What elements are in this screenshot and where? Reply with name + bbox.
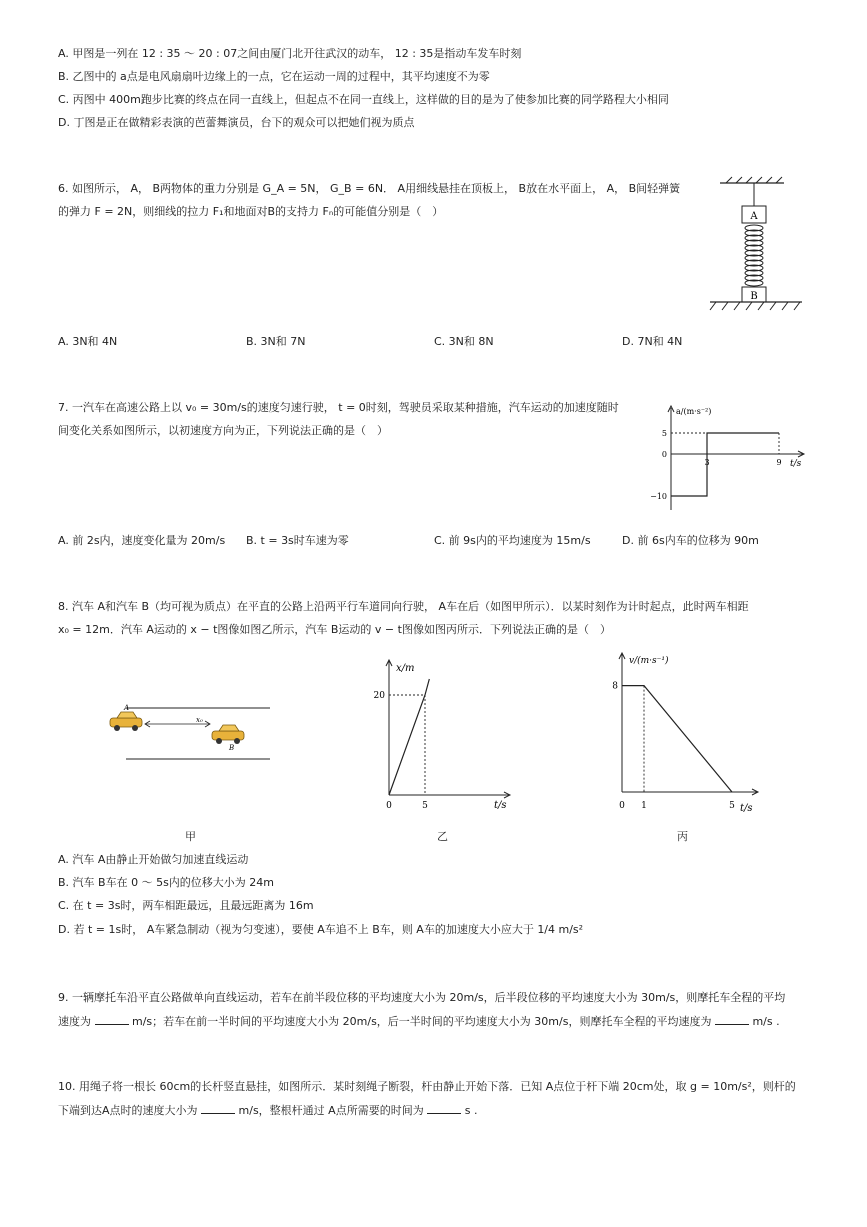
q6-stem-line2: 的弹力 F = 2N，则细线的拉力 F₁和地面对B的支持力 Fₙ的可能值分别是（ ） [58,205,444,218]
q7-option-d[interactable]: D. 前 6s内车的位移为 90m [622,534,759,547]
q7-option-c[interactable]: C. 前 9s内的平均速度为 15m/s [434,534,591,547]
q8c-y-tick-0: 8 [612,681,618,692]
car-a-label: A [124,704,130,712]
q8-fig-label-yi: 乙 [437,830,448,843]
q7-stem-line2: 间变化关系如图所示，以初速度方向为正，下列说法正确的是（ ） [58,424,388,437]
car-b-icon [212,725,244,744]
q8-option-b[interactable]: B. 汽车 B车在 0 ～ 5s内的位移大小为 24m [58,876,275,889]
q8-option-a[interactable]: A. 汽车 A由静止开始做匀加速直线运动 [58,853,249,866]
q8b-x-tick-1: 5 [422,801,428,811]
q9-stem-line2 [58,1013,780,1030]
q5-option-d: D. 丁图是正在做精彩表演的芭蕾舞演员，台下的观众可以把她们视为质点 [58,116,415,129]
q7-series-line [671,433,782,496]
q9-blank-1[interactable] [95,1013,129,1025]
q8-option-c[interactable]: C. 在 t = 3s时，两车相距最远，且最远距离为 16m [58,899,314,912]
q6-option-d[interactable]: D. 7N和 4N [622,335,683,348]
q8b-y-label: x/m [396,663,415,674]
q10-text-c: s . [464,1104,478,1117]
q9-text-b: m/s；若车在前一半时间的平均速度大小为 20m/s，后一半时间的平均速度大小为 30m/s，则摩托车全程的平均速度为 [132,1015,712,1028]
q7-acceleration-time-graph [646,400,816,515]
q8b-series-line [389,679,429,795]
q8b-x-label: t/s [494,800,507,811]
q5-option-b: B. 乙图中的 a点是电风扇扇叶边缘上的一点，它在运动一周的过程中，其平均速度不为零 [58,70,490,83]
q10-text-b: m/s，整根杆通过 A点所需要的时间为 [238,1104,424,1117]
q9-text-a: 速度为 [58,1015,91,1028]
q7-option-a[interactable]: A. 前 2s内，速度变化量为 20m/s [58,534,226,547]
q6-option-b[interactable]: B. 3N和 7N [246,335,306,348]
q9-blank-2[interactable] [715,1013,749,1025]
q6-option-c[interactable]: C. 3N和 8N [434,335,494,348]
q8-fig-label-bing: 丙 [677,830,688,843]
q7-y-tick-1: 0 [661,450,667,459]
q7-y-label: a/(m·s⁻²) [676,407,712,416]
q8-stem-line2: x₀ = 12m．汽车 A运动的 x − t图像如图乙所示，汽车 B运动的 v − t图像如图丙所示．下列说法正确的是（ ） [58,623,611,636]
q6-block-a-label: A [750,211,758,222]
q8b-x-tick-0: 0 [386,801,392,811]
q8c-series-line [622,686,732,792]
car-a-icon [110,712,142,731]
q10-text-a: 下端到达A点时的速度大小为 [58,1104,198,1117]
q8c-x-label: t/s [740,803,753,814]
q8c-y-label: v/(m·s⁻¹) [629,656,669,666]
q7-x-tick-0: 3 [704,458,710,467]
q9-stem-line1: 9. 一辆摩托车沿平直公路做单向直线运动，若车在前半段位移的平均速度大小为 20m/s，后半段位移的平均速度大小为 30m/s，则摩托车全程的平均 [58,991,786,1004]
q5-option-a: A. 甲图是一列在 12 : 35 ～ 20 : 07之间由厦门北开往武汉的动车， 12 : 35是指动车发车时刻 [58,47,522,60]
q8-fig-label-jia: 甲 [185,830,196,843]
q10-stem-line2 [58,1102,477,1119]
q10-blank-2[interactable] [427,1102,461,1114]
q8-figure-jia [100,696,280,766]
q6-stem-line1: 6. 如图所示， A， B两物体的重力分别是 G_A = 5N， G_B = 6N． A用细线悬挂在顶板上， B放在水平面上， A， B间轻弹簧 [58,182,681,195]
q6-spring-figure [706,176,806,316]
q8b-y-tick-0: 20 [373,691,385,701]
q9-text-c: m/s . [752,1015,780,1028]
q7-y-tick-0: 5 [661,429,667,438]
q6-block-b-label: B [750,291,758,302]
q10-blank-1[interactable] [201,1102,235,1114]
q7-option-b[interactable]: B. t = 3s时车速为零 [246,534,349,547]
q8-v-t-graph [598,648,768,818]
q7-stem-line1: 7. 一汽车在高速公路上以 v₀ = 30m/s的速度匀速行驶， t = 0时刻，驾驶员采取某种措施，汽车运动的加速度随时 [58,401,619,414]
q7-x-label: t/s [790,459,802,469]
q8-option-d[interactable]: D. 若 t = 1s时， A车紧急制动（视为匀变速），要使 A车追不上 B车，则 A车的加速度大小应大于 1/4 m/s² [58,923,584,936]
q8c-x-tick-0: 0 [619,801,625,811]
q8c-x-tick-2: 5 [729,801,735,811]
q5-option-c: C. 丙图中 400m跑步比赛的终点在同一直线上，但起点不在同一直线上，这样做的目的是为了使参加比赛的同学路程大小相同 [58,93,669,106]
q8-x-t-graph [360,655,520,815]
q7-y-tick-2: −10 [650,492,667,501]
car-b-label: B [229,744,235,752]
q10-stem-line1: 10. 用绳子将一根长 60cm的长杆竖直悬挂，如图所示．某时刻绳子断裂，杆由静止开始下落．已知 A点位于杆下端 20cm处，取 g = 10m/s²，则杆的 [58,1080,796,1093]
q7-x-tick-1: 9 [776,458,782,467]
q8c-x-tick-1: 1 [641,801,647,811]
q8-stem-line1: 8. 汽车 A和汽车 B（均可视为质点）在平直的公路上沿两平行车道同向行驶， A车在后（如图甲所示）．以某时刻作为计时起点，此时两车相距 [58,600,749,613]
q6-option-a[interactable]: A. 3N和 4N [58,335,118,348]
gap-label: x₀ [196,716,203,724]
